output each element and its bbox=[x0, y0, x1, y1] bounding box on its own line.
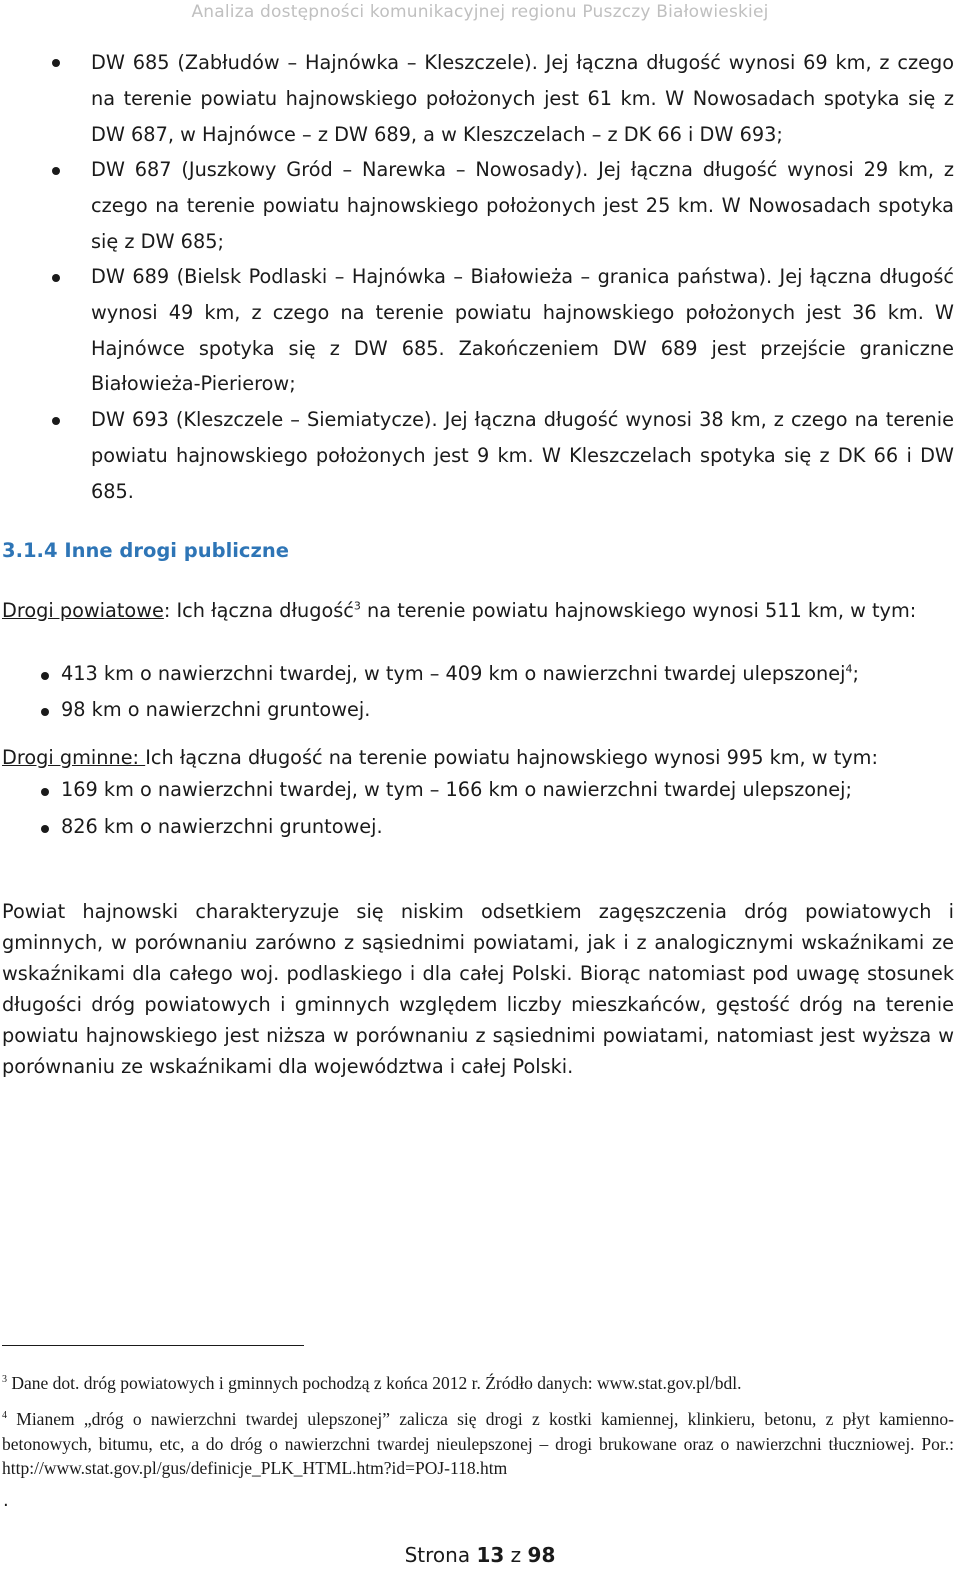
bullet bbox=[41, 788, 49, 796]
bullet bbox=[52, 274, 60, 282]
powiatowe-label: Drogi powiatowe bbox=[2, 599, 164, 622]
powiatowe-text-b: na terenie powiatu hajnowskiego wynosi 511 km, w tym: bbox=[360, 599, 917, 622]
bullet bbox=[41, 825, 49, 833]
bullet bbox=[41, 672, 49, 680]
footer-total-pages: 98 bbox=[527, 1543, 556, 1567]
footnote-separator bbox=[2, 1345, 304, 1346]
road-item-dw685: DW 685 (Zabłudów – Hajnówka – Kleszczele). Jej łączna długość wynosi 69 km, z czego na terenie powiatu hajnowskiego położonych jest 61 km. W Nowosadach spotyka się z DW 687, w Hajnówce – z DW 689, a w Kleszczelach – z DK 66 i DW 693; bbox=[91, 51, 954, 146]
gminne-item-twarde: 169 km o nawierzchni twardej, w tym – 166 km o nawierzchni twardej ulepszonej; bbox=[61, 778, 852, 801]
section-number: 3.1.4 bbox=[2, 539, 58, 562]
section-title: Inne drogi publiczne bbox=[64, 539, 289, 562]
section-heading bbox=[2, 539, 289, 562]
stray-dot: . bbox=[3, 1490, 9, 1511]
footnote-ref-3: 3 bbox=[353, 599, 361, 613]
gminne-label: Drogi gminne: bbox=[2, 746, 146, 769]
powiatowe-text-a: : Ich łączna długość bbox=[163, 599, 354, 622]
road-item-dw689: DW 689 (Bielsk Podlaski – Hajnówka – Białowieża – granica państwa). Jej łączna długość wynosi 49 km, z czego na terenie powiatu hajnowskiego położonych jest 36 km. W Hajnówce spotyka się z DW 685. Zakończeniem DW 689 jest przejście graniczne Białowieża-Pierierow; bbox=[91, 265, 954, 396]
powiatowe-paragraph bbox=[2, 595, 954, 627]
road-item-dw693: DW 693 (Kleszczele – Siemiatycze). Jej łączna długość wynosi 38 km, z czego na terenie powiatu hajnowskiego położonych jest 9 km. W Kleszczelach spotyka się z DK 66 i DW 685. bbox=[91, 408, 954, 503]
powiatowe-item-twarde-end: ; bbox=[852, 662, 859, 685]
gminne-text: Ich łączna długość na terenie powiatu hajnowskiego wynosi 995 km, w tym: bbox=[145, 746, 878, 769]
bullet bbox=[52, 417, 60, 425]
bullet bbox=[41, 708, 49, 716]
footer-mid: z bbox=[504, 1543, 528, 1567]
powiatowe-item-twarde bbox=[61, 662, 859, 685]
density-paragraph: Powiat hajnowski charakteryzuje się niskim odsetkiem zagęszczenia dróg powiatowych i gminnych, w porównaniu zarówno z sąsiednimi powiatami, jak i z analogicznymi wskaźnikami ze wskaźnikami dla całego woj. podlaskiego i dla całej Polski. Biorąc natomiast pod uwagę stosunek długości dróg powiatowych i gminnych względem liczby mieszkańców, gęstość dróg na terenie powiatu hajnowskiego jest niższa w porównaniu z sąsiednimi powiatami, natomiast jest wyższa w porównaniu ze wskaźnikami dla województwa i całej Polski. bbox=[2, 900, 954, 1078]
footer-prefix: Strona bbox=[404, 1543, 477, 1567]
footnote-3-number: 3 bbox=[2, 1374, 7, 1386]
bullet bbox=[52, 59, 60, 67]
footnote-4-number: 4 bbox=[2, 1410, 7, 1422]
running-header: Analiza dostępności komunikacyjnej regionu Puszczy Białowieskiej bbox=[191, 2, 769, 22]
bullet bbox=[52, 167, 60, 175]
footnote-3 bbox=[2, 1371, 954, 1396]
footnote-4 bbox=[2, 1407, 954, 1481]
footnote-ref-4: 4 bbox=[845, 662, 853, 676]
road-item-dw687: DW 687 (Juszkowy Gród – Narewka – Nowosady). Jej łączna długość wynosi 29 km, z czego na terenie powiatu hajnowskiego położonych jest 25 km. W Nowosadach spotyka się z DW 685; bbox=[91, 158, 954, 253]
page-footer bbox=[0, 1543, 960, 1567]
footer-page-number: 13 bbox=[476, 1543, 505, 1567]
gminne-paragraph bbox=[2, 746, 878, 769]
footnote-4-text: Mianem „dróg o nawierzchni twardej ulepszonej” zalicza się drogi z kostki kamiennej, klinkieru, betonu, z płyt kamienno-betonowych, bitumu, etc, a do dróg o nawierzchni twardej nieulepszonej – drogi brukowane oraz o nawierzchni tłuczniowej. Por.: http://www.stat.gov.pl/gus/definicje_PLK_HTML.htm?id=POJ-118.htm bbox=[2, 1409, 954, 1478]
powiatowe-item-gruntowe: 98 km o nawierzchni gruntowej. bbox=[61, 698, 371, 721]
footnote-3-text: Dane dot. dróg powiatowych i gminnych pochodzą z końca 2012 r. Źródło danych: www.stat.gov.pl/bdl. bbox=[7, 1373, 742, 1393]
powiatowe-item-twarde-text: 413 km o nawierzchni twardej, w tym – 409 km o nawierzchni twardej ulepszonej bbox=[61, 662, 846, 685]
gminne-item-gruntowe: 826 km o nawierzchni gruntowej. bbox=[61, 815, 383, 838]
